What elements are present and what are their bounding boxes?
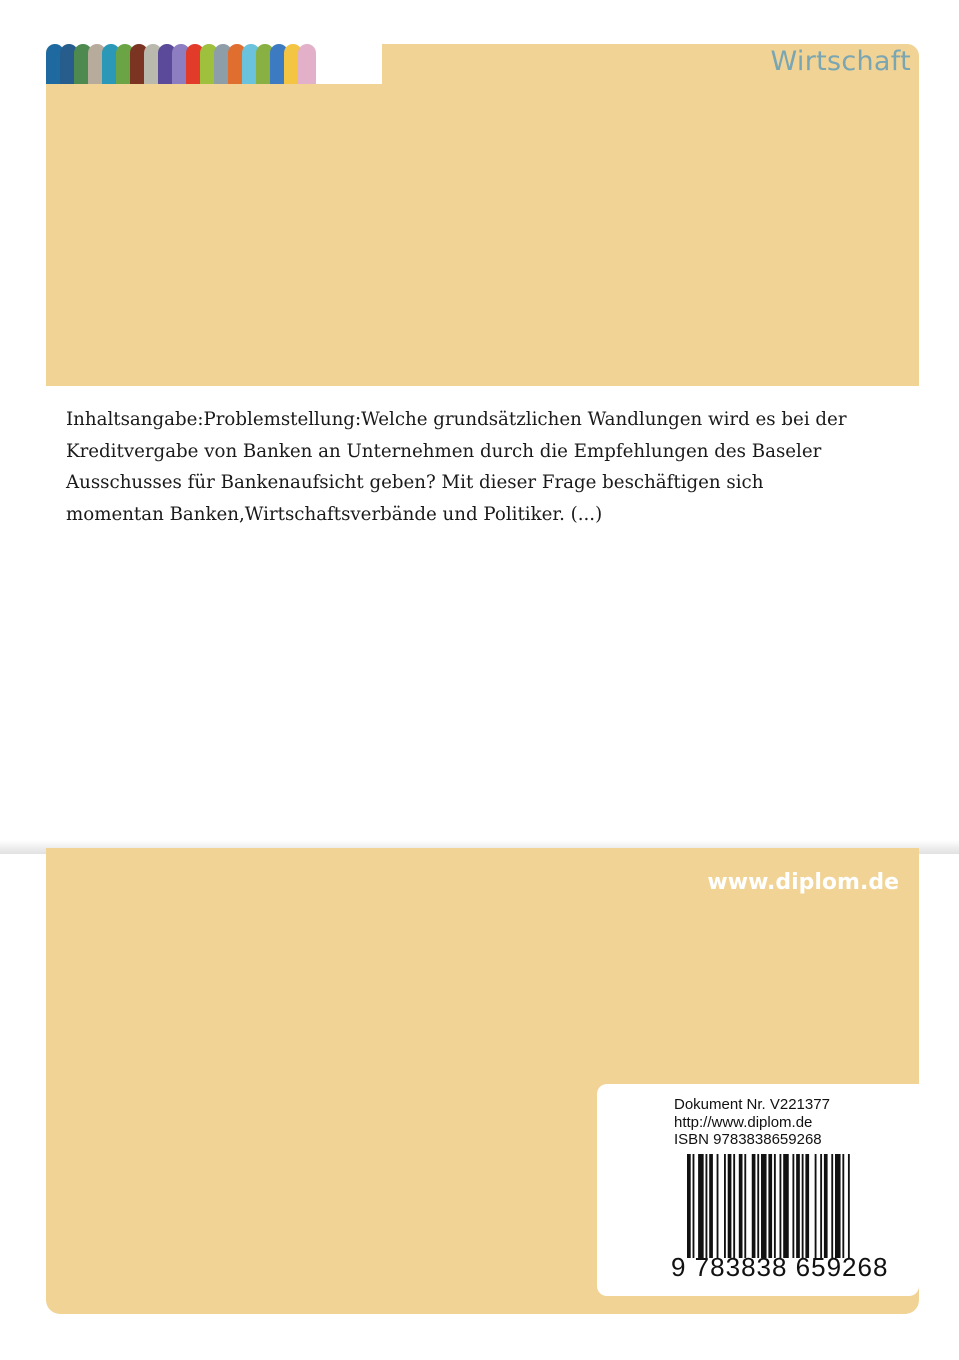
isbn-label: ISBN 9783838659268 xyxy=(674,1131,822,1148)
color-tab-strip xyxy=(46,44,382,84)
top-color-panel xyxy=(46,84,919,386)
document-url: http://www.diplom.de xyxy=(674,1113,813,1131)
barcode-digits: 9 783838 659268 xyxy=(671,1252,889,1282)
website-label: www.diplom.de xyxy=(707,870,899,895)
document-meta xyxy=(674,1096,830,1149)
category-label: Wirtschaft xyxy=(770,46,911,77)
barcode-icon xyxy=(687,1154,897,1258)
color-tab xyxy=(298,44,316,84)
document-number: Dokument Nr. V221377 xyxy=(674,1096,830,1113)
abstract-text: Inhaltsangabe:Problemstellung:Welche grundsätzlichen Wandlungen wird es bei der Kreditvergabe von Banken an Unternehmen durch die Empfehlungen des Baseler Ausschusses für Bankenaufsicht geben? Mit dieser Frage beschäftigen sich momentan Banken,Wirtschaftsverbände und Politiker. (...) xyxy=(66,409,847,525)
barcode-box xyxy=(597,1084,919,1296)
